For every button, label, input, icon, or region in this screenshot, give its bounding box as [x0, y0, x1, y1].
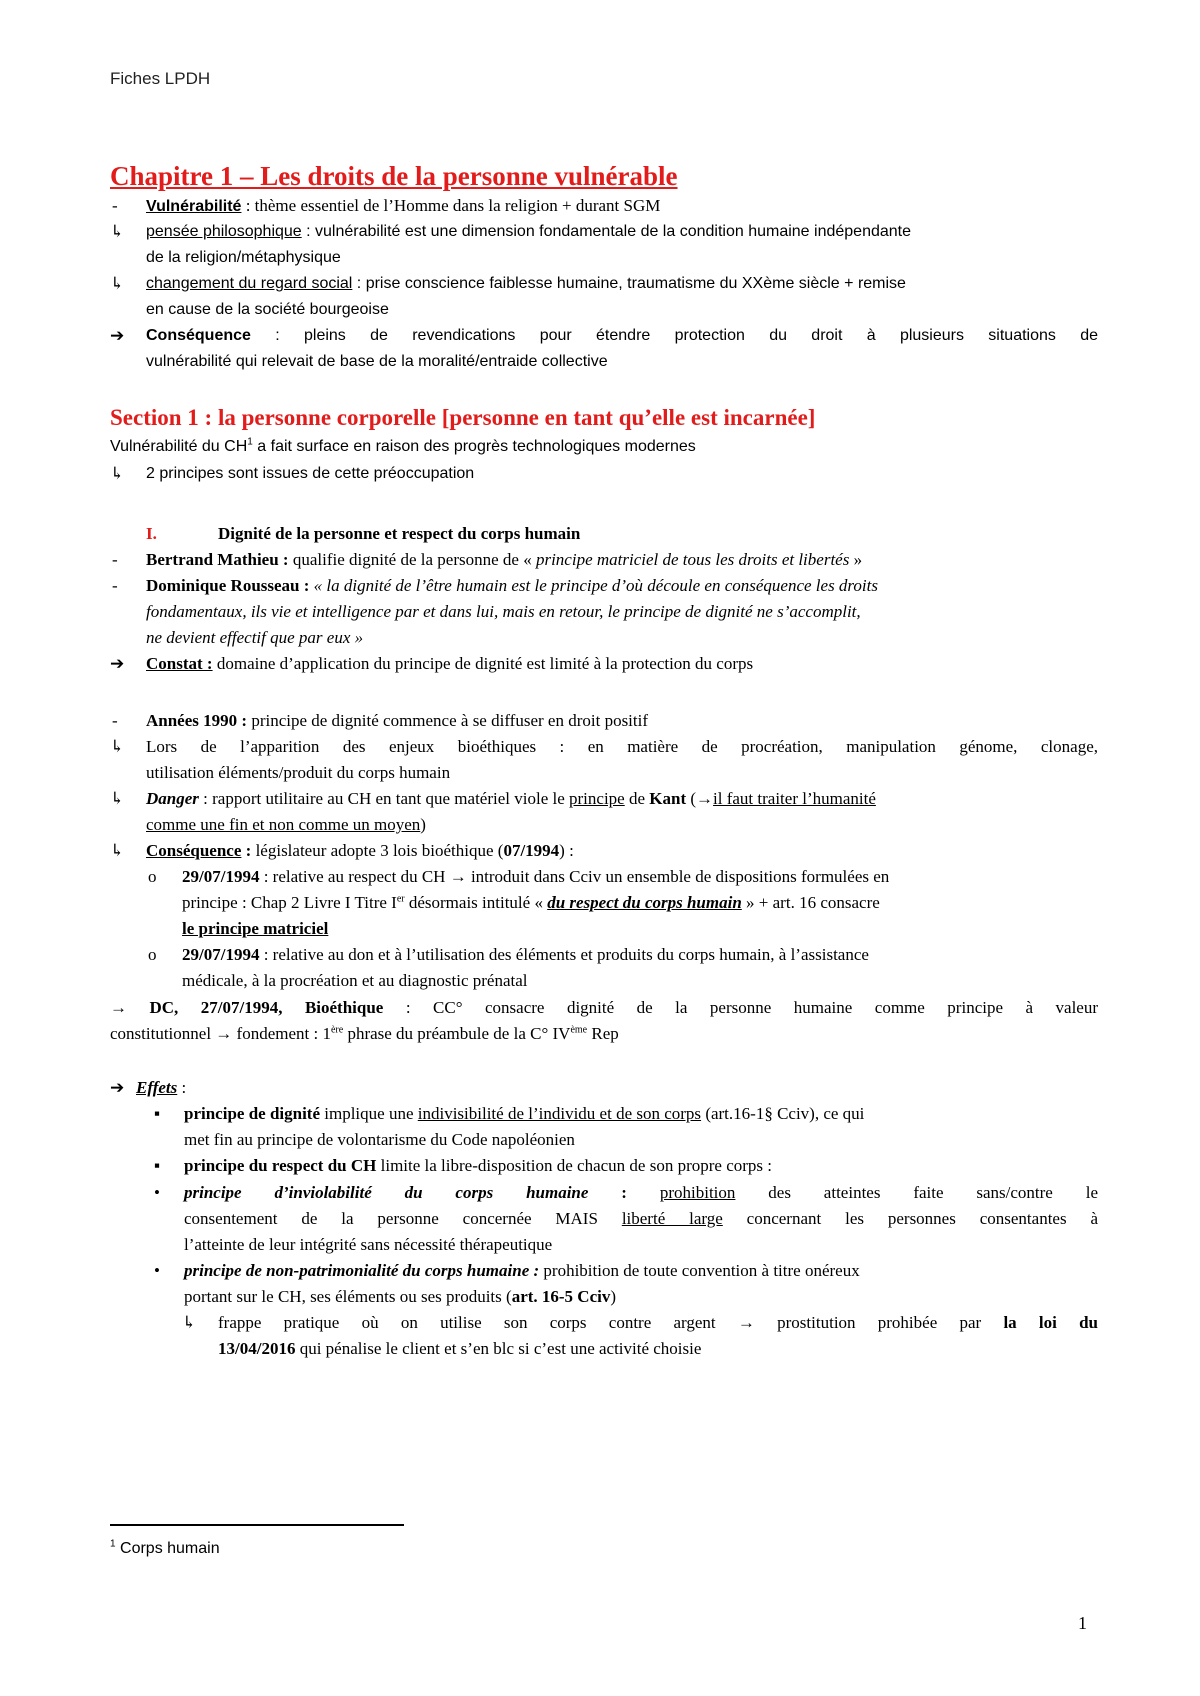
quote-rousseau-cont: fondamentaux, ils vie et intelligence par et dans lui, mais en retour, le principe de dignité ne s’accomplit, [146, 602, 861, 621]
section-intro: Vulnérabilité du $CH^1$ a fait surface en raison des progrès technologiques modernes [110, 436, 696, 455]
hook-arrow-icon: ↳ [110, 737, 125, 756]
chapter-title: Chapitre 1 – Les droits de la personne vulnérable [110, 161, 678, 191]
intro-regard-social-cont: en cause de la société bourgeoise [146, 301, 389, 318]
hook-arrow-icon: ↳ [110, 464, 125, 483]
effet-non-patrimonialite-cont: portant sur le CH, ses éléments ou ses produits (art. 16-5 Cciv) [184, 1287, 617, 1306]
loi-2: 29/07/1994 : relative au don et à l’utilisation des éléments et produits du corps humain, à l’assistance [182, 945, 869, 964]
annees-1990: Années 1990 : principe de dignité commence à se diffuser en droit positif [146, 711, 649, 730]
prostitution-cont: 13/04/2016 qui pénalise le client et s’en blc si c’est une activité choisie [218, 1339, 702, 1358]
thin-arrow-icon: → [737, 1313, 755, 1332]
page-header: Fiches LPDH [110, 69, 211, 88]
loi-2-cont: médicale, à la procréation et au diagnostic prénatal [182, 971, 528, 990]
arrow-icon: ➔ [110, 326, 125, 345]
intro-philosophique: pensée philosophique : vulnérabilité est une dimension fondamentale de la condition humaine indépendante [146, 223, 911, 240]
arrow-icon: ➔ [110, 654, 125, 673]
effet-dignite-cont: met fin au principe de volontarisme du Code napoléonien [184, 1130, 575, 1149]
consequence-lois: Conséquence : législateur adopte 3 lois bioéthique (07/1994) : [146, 841, 574, 860]
footnote-ref: 1 [247, 436, 253, 448]
enjeux-bioethiques-cont: utilisation éléments/produit du corps humain [146, 763, 451, 782]
intro-regard-social: changement du regard social : prise conscience faiblesse humaine, traumatisme du XXème siècle + remise [146, 275, 906, 292]
hook-arrow-icon: ↳ [110, 222, 125, 241]
quote-rousseau: Dominique Rousseau : « la dignité de l’être humain est le principe d’où découle en conséquence les droits [146, 576, 878, 595]
dash-bullet: - [112, 196, 118, 215]
hook-arrow-icon: ↳ [110, 274, 125, 293]
part-numeral: I. [146, 524, 157, 543]
effet-inviolabilite: principe d’inviolabilité du corps humaine : prohibition des atteintes faite sans/contre le [184, 1183, 1098, 1202]
thin-arrow-icon: → [110, 998, 127, 1017]
danger-kant-cont: comme une fin et non comme un moyen) [146, 815, 426, 834]
effet-respect: principe du respect du CH limite la libre-disposition de chacun de son propre corps : [184, 1156, 772, 1175]
effet-inviolabilite-cont: consentement de la personne concernée MAIS liberté large concernant les personnes consentantes à [184, 1209, 1099, 1228]
quote-mathieu: Bertrand Mathieu : qualifie dignité de la personne de « principe matriciel de tous les droits et libertés » [146, 550, 863, 569]
intro-vulnerabilite: Vulnérabilité : thème essentiel de l’Homme dans la religion + durant SGM [146, 196, 661, 215]
square-bullet: ▪ [154, 1104, 161, 1123]
dash-bullet: - [112, 550, 118, 569]
circle-bullet: o [148, 945, 157, 964]
dash-bullet: - [112, 711, 118, 730]
dot-bullet: • [154, 1261, 160, 1280]
hook-arrow-icon: ↳ [110, 789, 125, 808]
thin-arrow-icon: → [449, 867, 467, 886]
effet-inviolabilite-end: l’atteinte de leur intégrité sans nécessité thérapeutique [184, 1235, 553, 1254]
section-title: Section 1 : la personne corporelle [personne en tant qu’elle est incarnée] [110, 405, 816, 430]
hook-arrow-icon: ↳ [182, 1313, 197, 1332]
part-title: Dignité de la personne et respect du corps humain [218, 524, 581, 543]
intro-consequence-cont: vulnérabilité qui relevait de base de la moralité/entraide collective [146, 353, 608, 370]
arrow-icon: ➔ [110, 1078, 125, 1097]
circle-bullet: o [148, 867, 157, 886]
loi-1-end: le principe matriciel [182, 919, 329, 938]
dc-bioethique-cont: constitutionnel → fondement : 1ère phrase du préambule de la C° IVème Rep [110, 1024, 619, 1043]
footnote: $^1$ Corps humain [110, 1538, 220, 1557]
footnote-separator [110, 1524, 404, 1526]
hook-arrow-icon: ↳ [110, 841, 125, 860]
dot-bullet: • [154, 1183, 160, 1202]
effets-heading: Effets : [136, 1078, 187, 1097]
prostitution: frappe pratique où on utilise son corps contre argent → prostitution prohibée par la loi du [218, 1313, 1098, 1332]
page-number: 1 [1078, 1613, 1087, 1633]
quote-rousseau-end: ne devient effectif que par eux » [146, 628, 364, 647]
intro-philosophique-cont: de la religion/métaphysique [146, 249, 341, 266]
section-principes: 2 principes sont issues de cette préoccupation [146, 465, 475, 482]
loi-1: 29/07/1994 : relative au respect du CH → introduit dans Cciv un ensemble de dispositions formulées en [182, 867, 890, 886]
dash-bullet: - [112, 576, 118, 595]
dc-bioethique: → DC, 27/07/1994, Bioéthique : CC° consacre dignité de la personne humaine comme principe à valeur [110, 998, 1098, 1017]
thin-arrow-icon: → [215, 1024, 233, 1043]
enjeux-bioethiques: Lors de l’apparition des enjeux bioéthiques : en matière de procréation, manipulation génome, clonage, [146, 737, 1098, 756]
danger-kant: Danger : rapport utilitaire au CH en tant que matériel viole le principe de Kant (→il faut traiter l’humanité [146, 789, 876, 808]
loi-1-cont: principe : Chap 2 Livre I Titre Ier désormais intitulé « du respect du corps humain » + art. 16 consacre [182, 893, 880, 912]
effet-non-patrimonialite: principe de non-patrimonialité du corps humaine : prohibition de toute convention à titre onéreux [184, 1261, 860, 1280]
square-bullet: ▪ [154, 1156, 161, 1175]
intro-consequence: Conséquence : pleins de revendications pour étendre protection du droit à plusieurs situations de [146, 327, 1098, 344]
effet-dignite: principe de dignité implique une indivisibilité de l’individu et de son corps (art.16-1§ Cciv), ce qui [184, 1104, 865, 1123]
thin-arrow-icon: → [696, 789, 714, 808]
constat: Constat : domaine d’application du principe de dignité est limité à la protection du corps [146, 654, 754, 673]
